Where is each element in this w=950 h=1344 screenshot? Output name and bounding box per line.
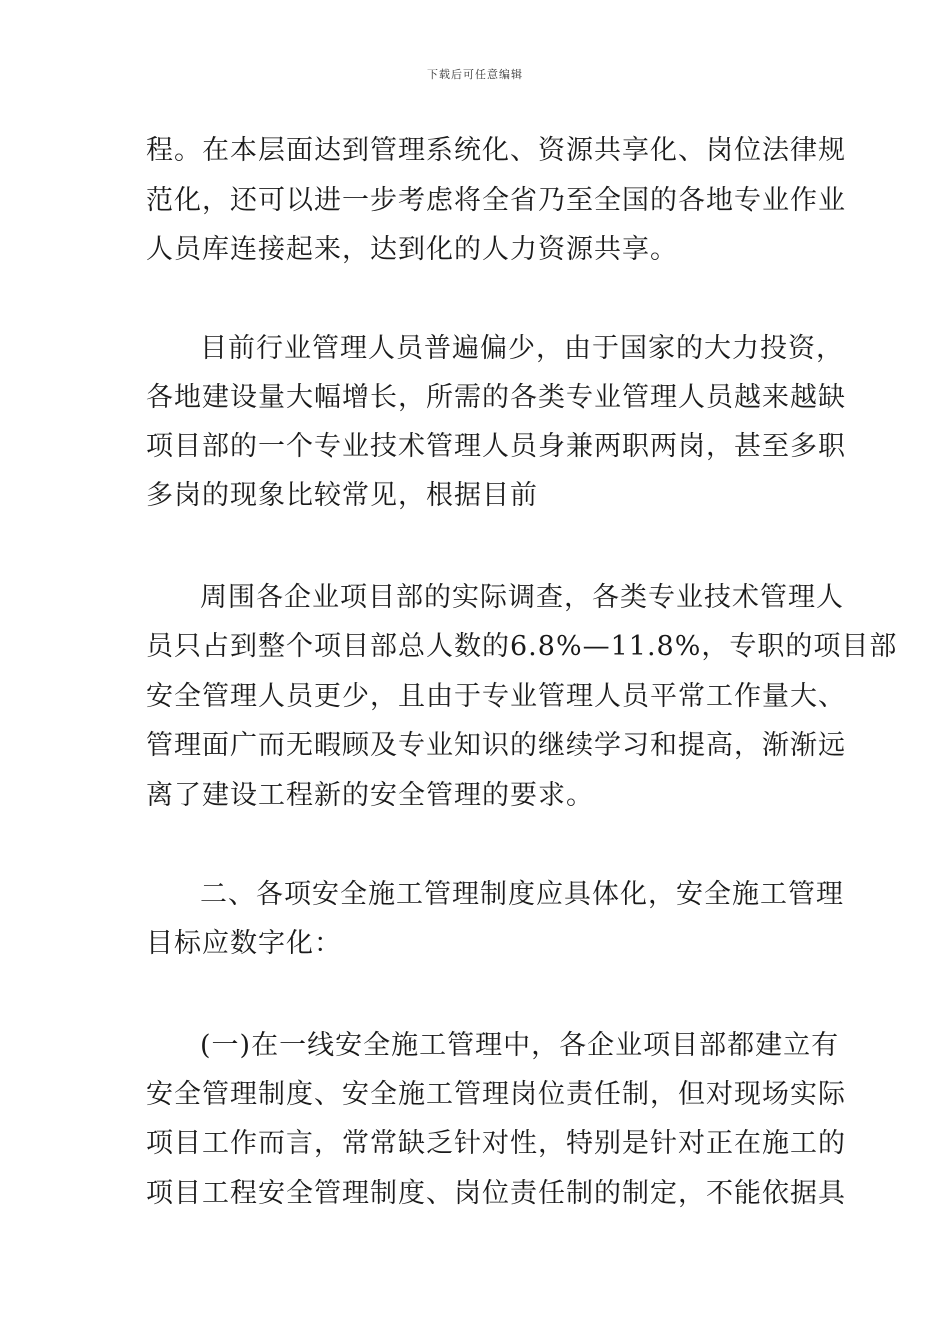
text-line: 安全管理人员更少，且由于专业管理人员平常工作量大、	[146, 681, 846, 712]
text-line: 离了建设工程新的安全管理的要求。	[146, 780, 594, 811]
section-heading-line: 二、各项安全施工管理制度应具体化，安全施工管理	[200, 879, 844, 910]
text-line: 项目工作而言，常常缺乏针对性，特别是针对正在施工的	[146, 1128, 846, 1159]
paragraph-first-line: (一)在一线安全施工管理中，各企业项目部都建立有	[200, 1030, 840, 1061]
text-line: 人员库连接起来，达到化的人力资源共享。	[146, 234, 678, 265]
text-line: 范化，还可以进一步考虑将全省乃至全国的各地专业作业	[146, 185, 846, 216]
text-line: 安全管理制度、安全施工管理岗位责任制，但对现场实际	[146, 1079, 846, 1110]
page-header-note: 下载后可任意编辑	[427, 68, 523, 81]
text-line: 多岗的现象比较常见，根据目前	[146, 480, 538, 511]
text-line: 项目工程安全管理制度、岗位责任制的制定，不能依据具	[146, 1178, 846, 1209]
text-line: 各地建设量大幅增长，所需的各类专业管理人员越来越缺	[146, 382, 846, 413]
paragraph-first-line: 目前行业管理人员普遍偏少，由于国家的大力投资，	[200, 333, 844, 364]
text-line: 项目部的一个专业技术管理人员身兼两职两岗，甚至多职	[146, 431, 846, 462]
text-line: 程。在本层面达到管理系统化、资源共享化、岗位法律规	[146, 135, 846, 166]
section-heading-line: 目标应数字化：	[146, 928, 342, 959]
text-line: 管理面广而无暇顾及专业知识的继续学习和提高，渐渐远	[146, 730, 846, 761]
paragraph-first-line: 周围各企业项目部的实际调查，各类专业技术管理人	[200, 582, 844, 613]
text-line: 员只占到整个项目部总人数的6.8%—11.8%，专职的项目部	[146, 631, 898, 662]
